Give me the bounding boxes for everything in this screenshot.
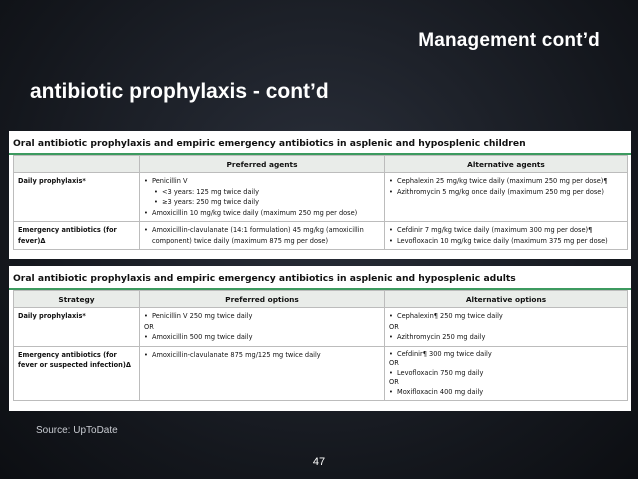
list-item: • Amoxicillin 10 mg/kg twice daily (maximum 250 mg per dose) — [144, 208, 380, 219]
alternative-cell — [385, 222, 628, 250]
table-header-row — [14, 156, 628, 173]
list-item: • Moxifloxacin 400 mg daily — [389, 388, 623, 398]
table-row — [14, 222, 628, 250]
column-header — [14, 156, 140, 173]
list-item: • Cefdinir¶ 300 mg twice daily — [389, 350, 623, 360]
preferred-cell — [140, 173, 385, 222]
list-item: • Penicillin V 250 mg twice daily — [144, 311, 380, 322]
row-label: Emergency antibiotics (for fever)Δ — [14, 222, 140, 250]
alternative-cell — [385, 346, 628, 401]
alternative-cell — [385, 308, 628, 347]
adults-table-title: Oral antibiotic prophylaxis and empiric emergency antibiotics in asplenic and hyposplenic adults — [9, 266, 631, 290]
children-table-panel — [9, 131, 631, 259]
row-label: Daily prophylaxis* — [14, 173, 140, 222]
table-row — [14, 346, 628, 401]
column-header: Preferred options — [140, 291, 385, 308]
list-item: • ≥3 years: 250 mg twice daily — [144, 197, 380, 208]
or-divider: OR — [389, 378, 399, 387]
children-table-title: Oral antibiotic prophylaxis and empiric emergency antibiotics in asplenic and hyposplenic children — [9, 131, 631, 155]
column-header: Alternative options — [385, 291, 628, 308]
list-item: • Azithromycin 250 mg daily — [389, 332, 623, 343]
row-label: Daily prophylaxis* — [14, 308, 140, 347]
column-header: Strategy — [14, 291, 140, 308]
row-label: Emergency antibiotics (for fever or suspected infection)Δ — [14, 346, 140, 401]
source-citation: Source: UpToDate — [36, 425, 118, 436]
alternative-cell — [385, 173, 628, 222]
list-item: • Levofloxacin 10 mg/kg twice daily (maximum 375 mg per dose) — [389, 236, 623, 247]
table-row — [14, 173, 628, 222]
list-item: • Amoxicillin-clavulanate 875 mg/125 mg twice daily — [144, 350, 380, 361]
list-item: • Penicillin V — [144, 176, 380, 187]
list-item: • Levofloxacin 750 mg daily — [389, 369, 623, 379]
list-item: • Cephalexin¶ 250 mg twice daily — [389, 311, 623, 322]
list-item: • Cefdinir 7 mg/kg twice daily (maximum 300 mg per dose)¶ — [389, 225, 623, 236]
list-item: • Azithromycin 5 mg/kg once daily (maximum 250 mg per dose) — [389, 187, 623, 198]
or-divider: OR — [389, 322, 399, 331]
adults-table-panel — [9, 266, 631, 411]
or-divider: OR — [144, 322, 154, 331]
list-item: • Amoxicillin-clavulanate (14:1 formulation) 45 mg/kg (amoxicillin component) twice daily (maximum 875 mg per dose) — [144, 225, 380, 246]
column-header: Preferred agents — [140, 156, 385, 173]
preferred-cell — [140, 346, 385, 401]
list-item: • <3 years: 125 mg twice daily — [144, 187, 380, 198]
children-table — [13, 155, 628, 250]
adults-table — [13, 290, 628, 401]
list-item: • Cephalexin 25 mg/kg twice daily (maximum 250 mg per dose)¶ — [389, 176, 623, 187]
list-item: • Amoxicillin 500 mg twice daily — [144, 332, 380, 343]
column-header: Alternative agents — [385, 156, 628, 173]
or-divider: OR — [389, 359, 399, 368]
table-row — [14, 308, 628, 347]
slide-subtitle: antibiotic prophylaxis - cont’d — [30, 80, 329, 103]
slide-title: Management cont’d — [418, 30, 600, 51]
preferred-cell — [140, 308, 385, 347]
table-header-row — [14, 291, 628, 308]
preferred-cell — [140, 222, 385, 250]
page-number: 47 — [312, 456, 326, 468]
